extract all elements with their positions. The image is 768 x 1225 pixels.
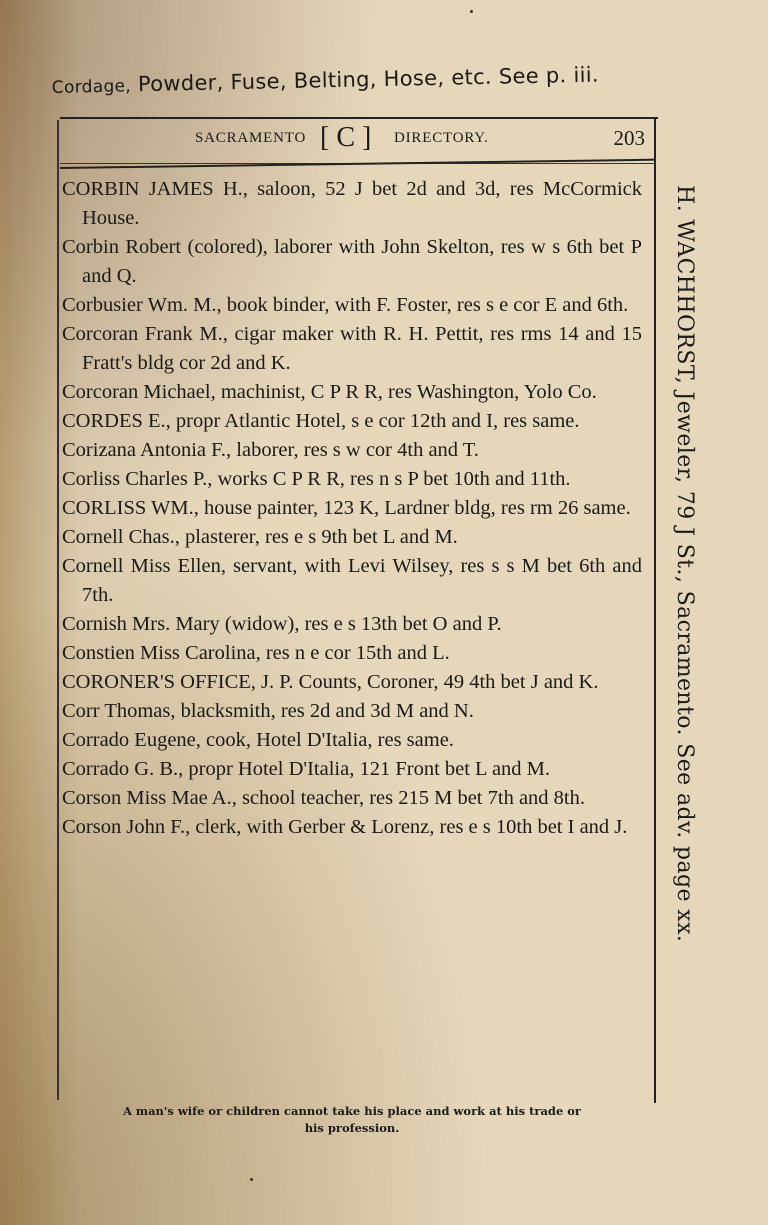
directory-entry: Corliss Charles P., works C P R R, res n s P bet 10th and 11th.: [62, 468, 571, 490]
directory-entry: Corr Thomas, blacksmith, res 2d and 3d M and N.: [62, 700, 474, 722]
running-head-letter: [ C ]: [320, 122, 372, 153]
directory-entry: Constien Miss Carolina, res n e cor 15th and L.: [62, 642, 450, 664]
directory-entry: Corbin Robert (colored), laborer with John Skelton, res w s 6th bet P and Q.: [62, 236, 642, 287]
directory-entry: Corson John F., clerk, with Gerber & Lorenz, res e s 10th bet I and J.: [62, 816, 628, 838]
directory-entry: Corbusier Wm. M., book binder, with F. Foster, res s e cor E and 6th.: [62, 294, 629, 316]
frame-left-rule: [57, 120, 60, 1100]
paper-speck: [470, 10, 473, 13]
footer-motto: [62, 1103, 642, 1137]
directory-entries: [62, 175, 642, 842]
side-advertisement: H. WACHHORST, Jeweler, 79 J St., Sacramento. See adv. page xx.: [672, 185, 697, 943]
directory-entry: Cornell Chas., plasterer, res e s 9th bet L and M.: [62, 526, 458, 548]
directory-entry: CORONER'S OFFICE, J. P. Counts, Coroner, 49 4th bet J and K.: [62, 671, 599, 693]
directory-entry: CORLISS WM., house painter, 123 K, Lardner bldg, res rm 26 same.: [62, 497, 631, 519]
page-number: 203: [613, 126, 645, 150]
directory-entry: Corrado G. B., propr Hotel D'Italia, 121 Front bet L and M.: [62, 758, 551, 780]
directory-entry: Corrado Eugene, cook, Hotel D'Italia, res same.: [62, 729, 454, 751]
directory-entry: CORDES E., propr Atlantic Hotel, s e cor 12th and I, res same.: [62, 410, 580, 432]
directory-entry: Corson Miss Mae A., school teacher, res 215 M bet 7th and 8th.: [62, 787, 585, 809]
directory-entry: Corcoran Michael, machinist, C P R R, res Washington, Yolo Co.: [62, 381, 597, 403]
running-head-city: SACRAMENTO: [195, 130, 307, 146]
directory-entry: Cornell Miss Ellen, servant, with Levi Wilsey, res s s M bet 6th and 7th.: [62, 555, 642, 606]
top-advertisement: [52, 61, 673, 120]
directory-entry: Corizana Antonia F., laborer, res s w cor 4th and T.: [62, 439, 479, 461]
directory-entry: Cornish Mrs. Mary (widow), res e s 13th bet O and P.: [62, 613, 502, 635]
footer-line-1: A man's wife or children cannot take his place and work at his trade or: [122, 1104, 581, 1118]
top-ad-text: Powder, Fuse, Belting, Hose, etc. See p. iii.: [137, 62, 600, 97]
footer-line-2: his profession.: [304, 1121, 400, 1135]
directory-entry: Corcoran Frank M., cigar maker with R. H. Pettit, res rms 14 and 15 Fratt's bldg cor 2d and K.: [62, 323, 642, 374]
paper-speck: [250, 1178, 253, 1181]
frame-right-rule: [654, 118, 657, 1103]
directory-entry: CORBIN JAMES H., saloon, 52 J bet 2d and 3d, res McCormick House.: [62, 178, 642, 229]
running-head: [60, 122, 655, 158]
top-ad-cordage: Cordage,: [51, 76, 132, 98]
frame-top-rule: [60, 117, 658, 120]
running-head-directory: DIRECTORY.: [394, 130, 489, 146]
